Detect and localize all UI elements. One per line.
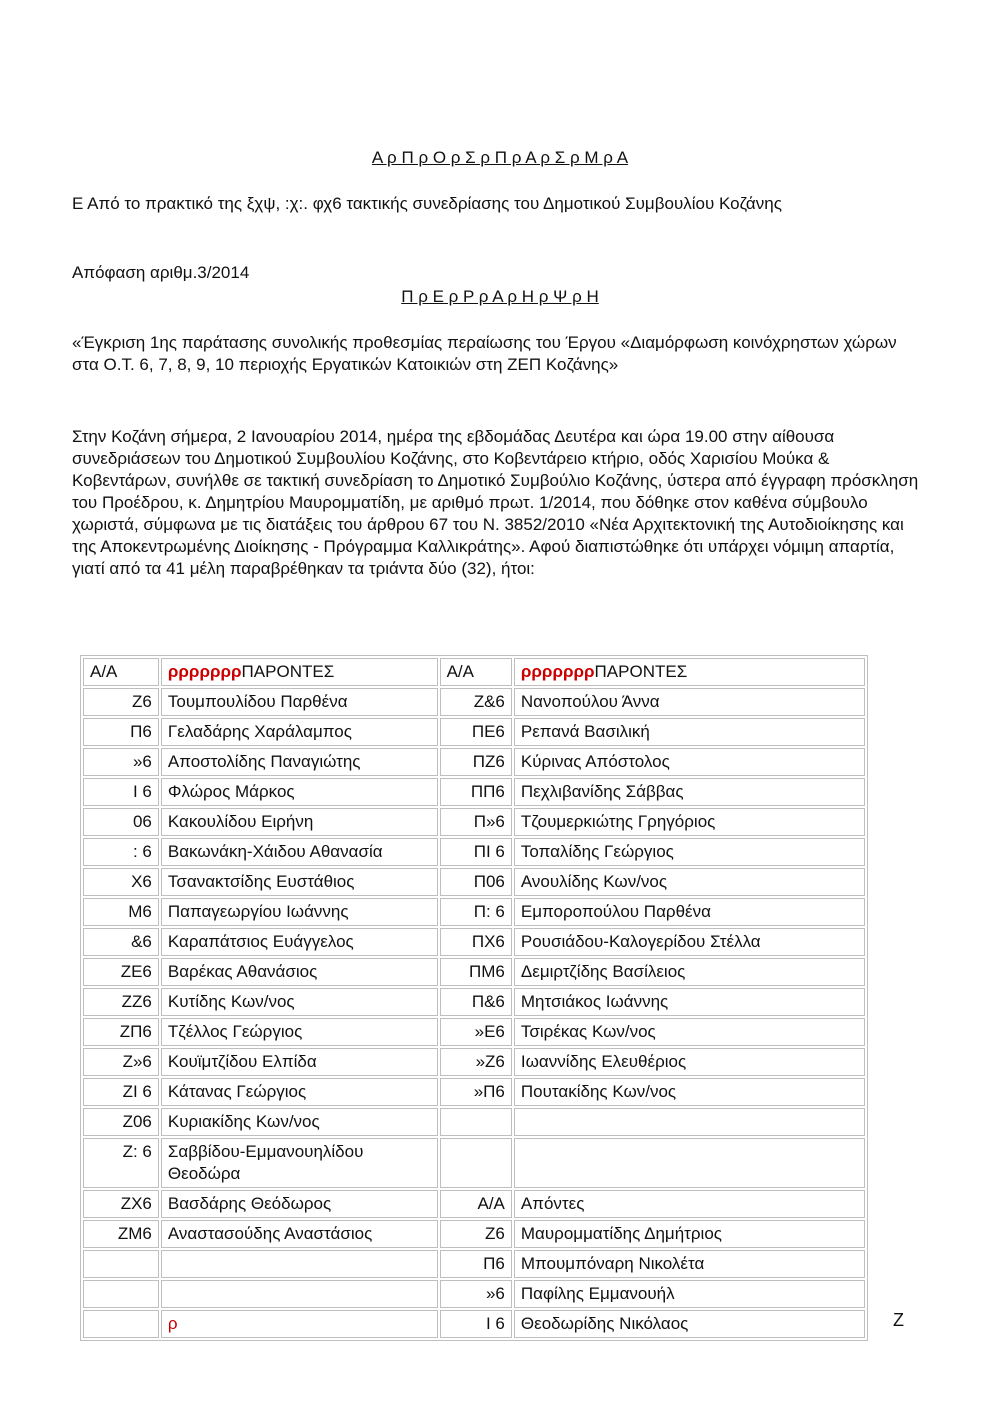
member-name-right: Ρουσιάδου-Καλογερίδου Στέλλα: [514, 928, 865, 956]
row-number-right: Π06: [440, 868, 512, 896]
table-row: [83, 1138, 865, 1188]
table-row: [83, 1018, 865, 1046]
member-name-right: Τσιρέκας Κων/νος: [514, 1018, 865, 1046]
table-row: [83, 958, 865, 986]
member-name-left: Σαββίδου-Εμμανουηλίδου Θεοδώρα: [161, 1138, 438, 1188]
table-row: [83, 1078, 865, 1106]
table-row: [83, 1280, 865, 1308]
table-row: [83, 1310, 865, 1338]
table-row: [83, 838, 865, 866]
row-number-right: Π»6: [440, 808, 512, 836]
member-name-left: Αποστολίδης Παναγιώτης: [161, 748, 438, 776]
table-row: [83, 1220, 865, 1248]
member-name-right: Νανοπούλου Άννα: [514, 688, 865, 716]
member-name-left: Βασδάρης Θεόδωρος: [161, 1190, 438, 1218]
member-name-left: Κυτίδης Κων/νος: [161, 988, 438, 1016]
header-mark-left: ρρρρρρρ: [167, 662, 242, 681]
row-number-left: ΖΜ6: [83, 1220, 159, 1248]
row-number-right: Ζ&6: [440, 688, 512, 716]
member-name-right: Μπουμπόναρη Νικολέτα: [514, 1250, 865, 1278]
row-number-left: Ζ»6: [83, 1048, 159, 1076]
member-name-left: Κάτανας Γεώργιος: [161, 1078, 438, 1106]
intro-paragraph: Ε Από το πρακτικό της ξχψ, :χ:. φχ6 τακτικής συνεδρίασης του Δημοτικού Συμβουλίου Κοζάνης: [72, 194, 782, 213]
row-number-right: [440, 1138, 512, 1188]
member-name-left: Βαρέκας Αθανάσιος: [161, 958, 438, 986]
member-name-right: Κύρινας Απόστολος: [514, 748, 865, 776]
row-number-right: ΠΕ6: [440, 718, 512, 746]
member-name-left: Φλώρος Μάρκος: [161, 778, 438, 806]
table-row: [83, 988, 865, 1016]
row-number-left: Ζ06: [83, 1108, 159, 1136]
member-name-left: Βακωνάκη-Χάιδου Αθανασία: [161, 838, 438, 866]
member-name-left: Τουμπουλίδου Παρθένα: [161, 688, 438, 716]
member-name-right: Ιωαννίδης Ελευθέριος: [514, 1048, 865, 1076]
row-number-left: ΖΕ6: [83, 958, 159, 986]
row-number-left: [83, 1280, 159, 1308]
member-name-right: Απόντες: [514, 1190, 865, 1218]
row-number-right: Ζ6: [440, 1220, 512, 1248]
table-row: [83, 928, 865, 956]
member-name-right: [514, 1108, 865, 1136]
row-number-right: ΠΧ6: [440, 928, 512, 956]
row-number-right: ΠΖ6: [440, 748, 512, 776]
member-name-left: Καραπάτσιος Ευάγγελος: [161, 928, 438, 956]
row-number-right: ΠΙ 6: [440, 838, 512, 866]
row-number-left: Χ6: [83, 868, 159, 896]
table-header-row: [83, 658, 865, 686]
table-row: [83, 1250, 865, 1278]
table-row: [83, 1190, 865, 1218]
row-number-right: Π: 6: [440, 898, 512, 926]
member-name-left: [161, 1250, 438, 1278]
member-name-left: Τζέλλος Γεώργιος: [161, 1018, 438, 1046]
header-aa-right: Α/Α: [440, 658, 512, 686]
row-number-right: [440, 1108, 512, 1136]
row-number-left: ΖΙ 6: [83, 1078, 159, 1106]
row-number-left: Ι 6: [83, 778, 159, 806]
header-mark-right: ρρρρρρρ: [520, 662, 595, 681]
table-row: [83, 808, 865, 836]
header-aa-left: Α/Α: [83, 658, 159, 686]
attendance-table: [80, 655, 868, 1341]
table-row: [83, 868, 865, 896]
member-name-right: Μητσιάκος Ιωάννης: [514, 988, 865, 1016]
row-number-left: [83, 1250, 159, 1278]
member-name-right: Τοπαλίδης Γεώργιος: [514, 838, 865, 866]
row-number-right: »Ζ6: [440, 1048, 512, 1076]
header-present-left: [161, 658, 438, 686]
row-number-right: Π6: [440, 1250, 512, 1278]
table-row: [83, 898, 865, 926]
subject-paragraph: «Έγκριση 1ης παράτασης συνολικής προθεσμίας περαίωσης του Έργου «Διαμόρφωση κοινόχρηστων χώρων στα Ο.Τ. 6, 7, 8, 9, 10 περιοχής Εργατικών Κατοικιών στη ΖΕΠ Κοζάνης»: [72, 333, 897, 374]
row-number-right: »6: [440, 1280, 512, 1308]
table-row: [83, 718, 865, 746]
row-number-right: ΠΜ6: [440, 958, 512, 986]
row-number-right: ΠΠ6: [440, 778, 512, 806]
table-row: [83, 748, 865, 776]
table-row: [83, 778, 865, 806]
member-name-right: Πουτακίδης Κων/νος: [514, 1078, 865, 1106]
body-paragraph: Στην Κοζάνη σήμερα, 2 Ιανουαρίου 2014, ημέρα της εβδομάδας Δευτέρα και ώρα 19.00 στην αίθουσα συνεδριάσεων του Δημοτικού Συμβουλίου Κοζάνης, στο Κοβεντάρειο κτήριο, οδός Χαρισίου Μούκα & Κοβεντάρων, συνήλθε σε τακτική συνεδρίαση το Δημοτικό Συμβούλιο Κοζάνης, ύστερα από έγγραφη πρόσκληση του Προέδρου, κ. Δημητρίου Μαυρομματίδη, με αριθμό πρωτ. 1/2014, που δόθηκε στον καθένα σύμβουλο χωριστά, σύμφωνα με τις διατάξεις του άρθρου 67 του Ν. 3852/2010 «Νέα Αρχιτεκτονική της Αυτοδιοίκησης και της Αποκεντρωμένης Διοίκησης - Πρόγραμμα Καλλικράτης». Αφού διαπιστώθηκε ότι υπάρχει νόμιμη απαρτία, γιατί από τα 41 μέλη παραβρέθηκαν τα τριάντα δύο (32), ήτοι:: [72, 427, 919, 578]
row-number-left: &6: [83, 928, 159, 956]
table-row: [83, 1048, 865, 1076]
row-number-right: »Π6: [440, 1078, 512, 1106]
table-row: [83, 688, 865, 716]
decision-number: Απόφαση αριθμ.3/2014: [72, 263, 250, 282]
row-number-left: 06: [83, 808, 159, 836]
row-number-left: Μ6: [83, 898, 159, 926]
header-present-right: [514, 658, 865, 686]
member-name-right: Δεμιρτζίδης Βασίλειος: [514, 958, 865, 986]
row-number-left: »6: [83, 748, 159, 776]
row-number-left: ΖΖ6: [83, 988, 159, 1016]
row-number-left: [83, 1310, 159, 1338]
subject-title: Π ρ Ε ρ Ρ ρ Α ρ Η ρ Ψ ρ Η: [401, 287, 599, 306]
member-name-left: Τσανακτσίδης Ευστάθιος: [161, 868, 438, 896]
row-number-left: : 6: [83, 838, 159, 866]
member-name-right: Θεοδωρίδης Νικόλαος: [514, 1310, 865, 1338]
member-name-right: Παφίλης Εμμανουήλ: [514, 1280, 865, 1308]
table-row: [83, 1108, 865, 1136]
row-number-left: ΖΠ6: [83, 1018, 159, 1046]
member-name-left: Παπαγεωργίου Ιωάννης: [161, 898, 438, 926]
member-name-left: Κουϊμτζίδου Ελπίδα: [161, 1048, 438, 1076]
member-name-left: [161, 1280, 438, 1308]
row-number-right: Α/Α: [440, 1190, 512, 1218]
header-present-right-label: ΠΑΡΟΝΤΕΣ: [594, 662, 688, 681]
member-name-right: Ρεπανά Βασιλική: [514, 718, 865, 746]
row-number-right: Ι 6: [440, 1310, 512, 1338]
member-name-left: Αναστασούδης Αναστάσιος: [161, 1220, 438, 1248]
member-name-left: ρ: [161, 1310, 438, 1338]
document-title: Α ρ Π ρ Ο ρ Σ ρ Π ρ Α ρ Σ ρ Μ ρ Α: [371, 148, 629, 167]
row-number-right: Π&6: [440, 988, 512, 1016]
page-number: Ζ: [893, 1310, 904, 1330]
member-name-left: Κακουλίδου Ειρήνη: [161, 808, 438, 836]
member-name-right: Μαυρομματίδης Δημήτριος: [514, 1220, 865, 1248]
member-name-right: Τζουμερκιώτης Γρηγόριος: [514, 808, 865, 836]
row-number-left: Ζ: 6: [83, 1138, 159, 1188]
member-name-left: Κυριακίδης Κων/νος: [161, 1108, 438, 1136]
member-name-right: Εμποροπούλου Παρθένα: [514, 898, 865, 926]
header-present-left-label: ΠΑΡΟΝΤΕΣ: [241, 662, 335, 681]
member-name-right: [514, 1138, 865, 1188]
row-number-right: »Ε6: [440, 1018, 512, 1046]
member-name-right: Πεχλιβανίδης Σάββας: [514, 778, 865, 806]
member-name-right: Ανουλίδης Κων/νος: [514, 868, 865, 896]
row-number-left: ΖΧ6: [83, 1190, 159, 1218]
member-name-left: Γελαδάρης Χαράλαμπος: [161, 718, 438, 746]
row-number-left: Π6: [83, 718, 159, 746]
row-number-left: Ζ6: [83, 688, 159, 716]
